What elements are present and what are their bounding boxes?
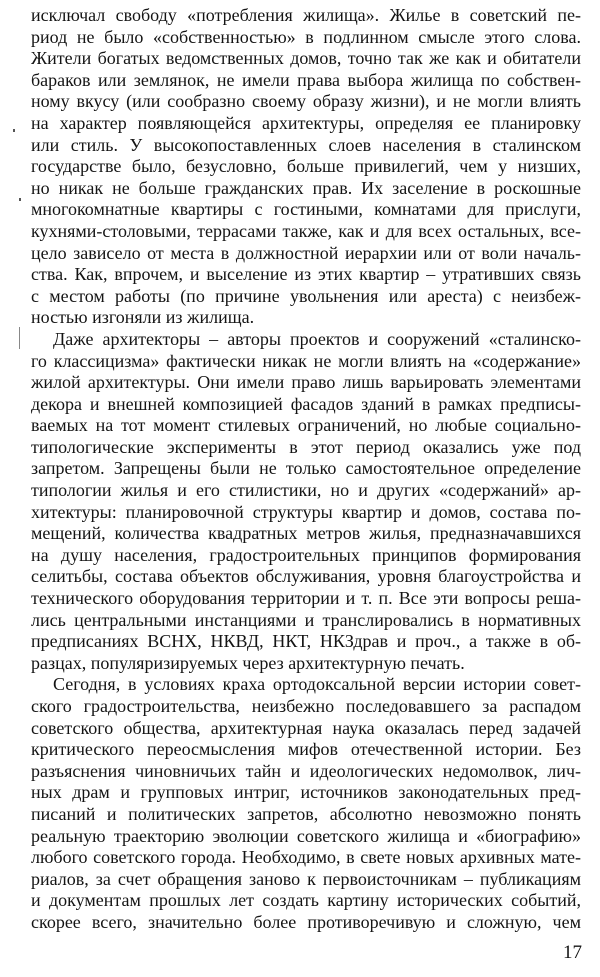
text-line: ностью изгоняли из жилища. xyxy=(31,307,255,328)
text-line: Жители богатых ведомственных домов, точно так же как и обитатели xyxy=(31,48,581,69)
text-line: кухнями-столовыми, террасами также, как и для всех остальных, все- xyxy=(31,220,581,241)
text-line: реальную траекторию эволюции советского жилища и «биографию» xyxy=(31,825,581,846)
text-line: или стиль. У высокопоставленных слоев населения в сталинском xyxy=(31,134,581,155)
text-line: Даже архитекторы – авторы проектов и сооружений «сталинско- xyxy=(53,328,581,349)
text-line: советского общества, архитектурная наука оказалась перед задачей xyxy=(31,717,581,738)
text-line: разъяснения чиновничьих тайн и идеологических недомолвок, лич- xyxy=(31,760,581,781)
scan-speck xyxy=(13,129,15,132)
text-line: разцах, популяризируемых через архитектурную печать. xyxy=(31,652,465,673)
text-line: ваемых на тот момент стилевых ограничений, но любые социально- xyxy=(31,415,581,436)
text-line: писаний и политических запретов, абсолютно невозможно понять xyxy=(31,803,581,824)
text-line: риод не было «собственностью» в подлинном смысле этого слова. xyxy=(31,26,581,47)
text-line: с местом работы (по причине увольнения или ареста) с неизбеж- xyxy=(31,285,581,306)
text-line: ства. Как, впрочем, и выселение из этих квартир – утративших связь xyxy=(31,264,581,285)
text-line: технического оборудования территории и т. п. Все эти вопросы реша- xyxy=(31,588,581,609)
scan-speck xyxy=(19,198,21,201)
margin-pencil-mark xyxy=(19,327,20,349)
page-number: 17 xyxy=(563,942,582,963)
text-line: го классицизма» фактически никак не могли влиять на «содержание» xyxy=(31,350,581,371)
text-line: Сегодня, в условиях краха ортодоксальной версии истории совет- xyxy=(53,674,581,695)
text-line: мещений, количества квадратных метров жилья, предназначавшихся xyxy=(31,523,581,544)
text-line: ных драм и групповых интриг, источников законодательных пред- xyxy=(31,782,581,803)
text-line: на характер появляющейся архитектуры, определяя ее планировку xyxy=(31,112,581,133)
text-line: жилой архитектуры. Они имели право лишь варьировать элементами xyxy=(31,372,581,393)
text-line: любого советского города. Необходимо, в свете новых архивных мате- xyxy=(31,847,581,868)
text-line: и документам прошлых лет создать картину исторических событий, xyxy=(31,890,581,911)
text-line: государстве было, безусловно, больше привилегий, чем у низших, xyxy=(31,156,581,177)
book-page-text xyxy=(31,5,581,934)
text-line: предписаниях ВСНХ, НКВД, НКТ, НКЗдрав и проч., а также в об- xyxy=(31,631,581,652)
text-line: лись центральными инстанциями и транслировались в нормативных xyxy=(31,609,581,630)
text-line: риалов, за счет обращения заново к первоисточникам – публикациям xyxy=(31,868,581,889)
text-line: многокомнатные квартиры с гостиными, комнатами для прислуги, xyxy=(31,199,581,220)
text-line: ному вкусу (или сообразно своему образу жизни), и не могли влиять xyxy=(31,91,581,112)
text-line: типологические эксперименты в этот период оказались уже под xyxy=(31,436,581,457)
text-line: бараков или землянок, не имели права выбора жилища по собствен- xyxy=(31,69,581,90)
text-line: на душу населения, градостроительных принципов формирования xyxy=(31,544,581,565)
text-line: типологии жилья и его стилистики, но и других «содержаний» ар- xyxy=(31,480,581,501)
text-line: но никак не больше гражданских прав. Их заселение в роскошные xyxy=(31,177,581,198)
text-line: хитектуры: планировочной структуры квартир и домов, состава по- xyxy=(31,501,581,522)
text-line: запретом. Запрещены были не только самостоятельное определение xyxy=(31,458,581,479)
text-line: исключал свободу «потребления жилища». Жилье в советский пе- xyxy=(31,5,581,25)
text-line: декора и внешней композицией фасадов зданий в рамках предписы- xyxy=(31,393,581,414)
text-line: цело зависело от места в должностной иерархии или от воли началь- xyxy=(31,242,581,263)
text-line: скорее всего, значительно более противоречивую и сложную, чем xyxy=(31,911,581,932)
text-line: критического переосмысления мифов отечественной истории. Без xyxy=(31,739,581,760)
text-line: селитьбы, состава объектов обслуживания, уровня благоустройства и xyxy=(31,566,581,587)
text-line: ского градостроительства, неизбежно последовавшего за распадом xyxy=(31,696,581,716)
